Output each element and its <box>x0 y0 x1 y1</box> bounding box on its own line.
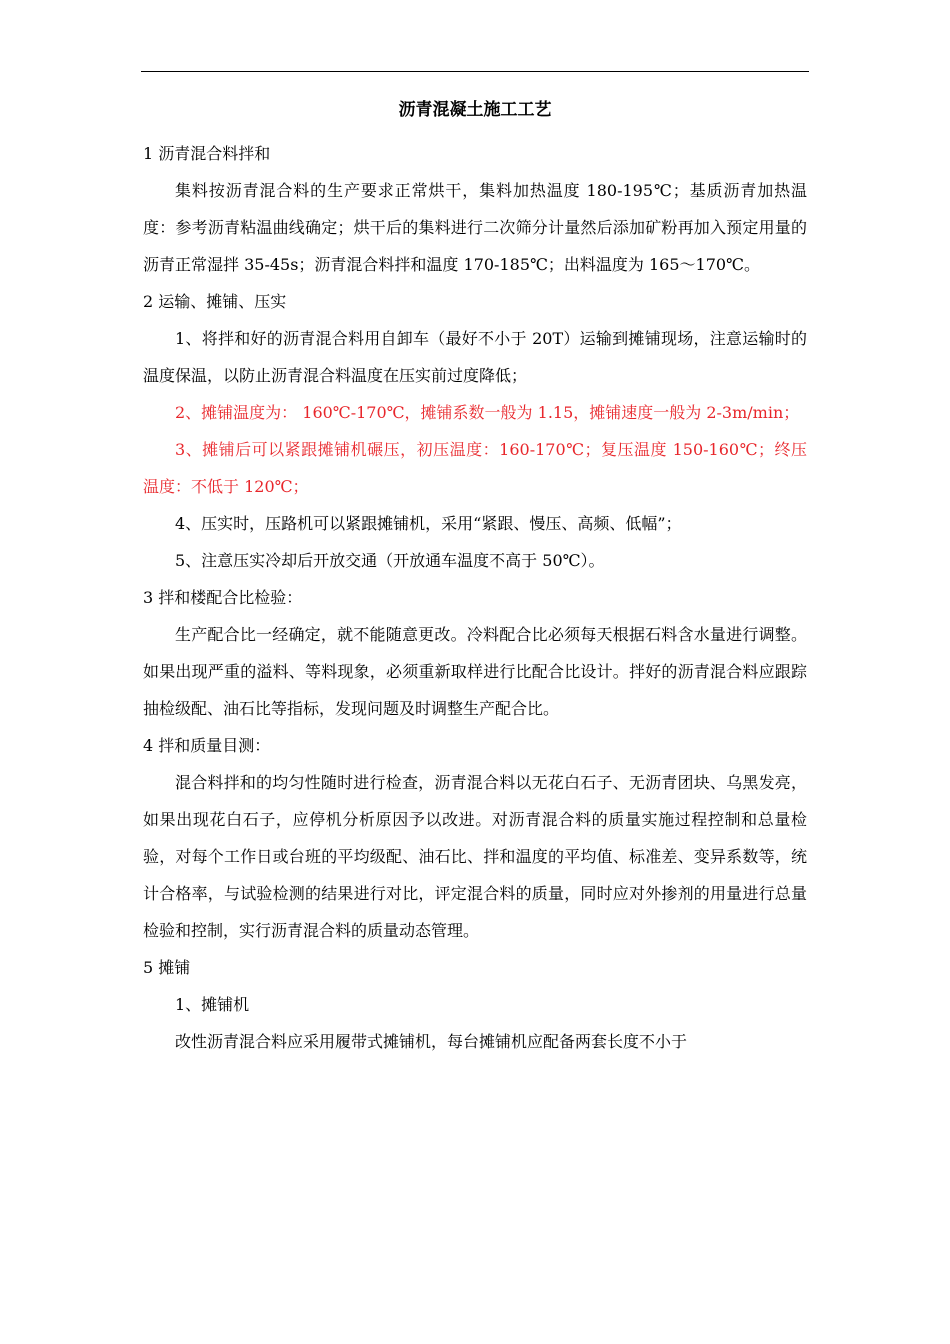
section-2-item-4: 4、压实时，压路机可以紧跟摊铺机，采用“紧跟、慢压、高频、低幅”； <box>175 514 682 533</box>
section-1-paragraph: 集料按沥青混合料的生产要求正常烘干，集料加热温度 180-195℃；基质沥青加热温度：参考沥青粘温曲线确定；烘干后的集料进行二次筛分计量然后添加矿粉再加入预定用量的沥青正常湿拌 35-45s；沥青混合料拌和温度 170-185℃；出料温度为 165～170℃。 <box>143 181 807 274</box>
section-2-item-1: 1、将拌和好的沥青混合料用自卸车（最好不小于 20T）运输到摊铺现场，注意运输时的温度保温，以防止沥青混合料温度在压实前过度降低； <box>143 329 807 385</box>
document-page <box>143 98 807 1060</box>
section-2-heading: 2 运输、摊铺、压实 <box>143 292 287 311</box>
section-4-heading: 4 拌和质量目测： <box>143 736 271 755</box>
section-5-heading: 5 摊铺 <box>143 958 191 977</box>
document-title: 沥青混凝土施工工艺 <box>398 100 552 120</box>
section-5-item-1: 1、摊铺机 <box>175 995 250 1014</box>
section-3-paragraph: 生产配合比一经确定，就不能随意更改。冷料配合比必须每天根据石料含水量进行调整。如果出现严重的溢料、等料现象，必须重新取样进行比配合比设计。拌好的沥青混合料应跟踪抽检级配、油石比等指标，发现问题及时调整生产配合比。 <box>143 625 807 718</box>
section-2-item-3: 3、摊铺后可以紧跟摊铺机碾压，初压温度：160-170℃；复压温度 150-160℃；终压温度：不低于 120℃； <box>143 440 807 496</box>
section-1-heading: 1 沥青混合料拌和 <box>143 144 271 163</box>
section-4-paragraph: 混合料拌和的均匀性随时进行检查，沥青混合料以无花白石子、无沥青团块、乌黑发亮，如果出现花白石子，应停机分析原因予以改进。对沥青混合料的质量实施过程控制和总量检验，对每个工作日或台班的平均级配、油石比、拌和温度的平均值、标准差、变异系数等，统计合格率，与试验检测的结果进行对比，评定混合料的质量，同时应对外掺剂的用量进行总量检验和控制，实行沥青混合料的质量动态管理。 <box>143 773 807 940</box>
header-rule <box>141 71 809 72</box>
section-3-heading: 3 拌和楼配合比检验： <box>143 588 303 607</box>
section-5-paragraph: 改性沥青混合料应采用履带式摊铺机，每台摊铺机应配备两套长度不小于 <box>175 1032 688 1051</box>
section-2-item-5: 5、注意压实冷却后开放交通（开放通车温度不高于 50℃）。 <box>175 551 605 570</box>
section-2-item-2: 2、摊铺温度为： 160℃-170℃，摊铺系数一般为 1.15，摊铺速度一般为 2-3m/min； <box>175 403 800 422</box>
